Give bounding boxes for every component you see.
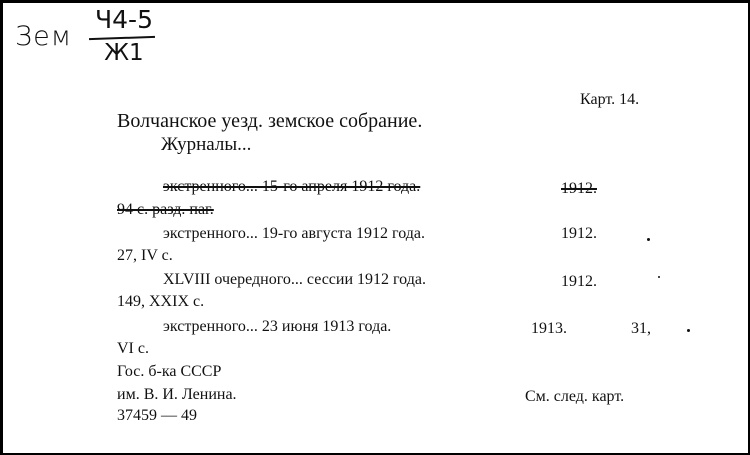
entry-3-description: XLVIII очередного... сессии 1912 года. [163,271,426,288]
entry-4-pages: VI с. [117,340,149,357]
entry-2-description: экстренного... 19-го августа 1912 года. [163,225,425,242]
shelf-mark-numerator: Ч4-5 [95,5,153,34]
entry-2-pages: 27, IV с. [117,247,173,264]
entry-1-description: экстренного... 15-го апреля 1912 года. [163,178,421,195]
entry-4-year: 1913. [531,320,567,337]
entry-4-extra: 31, [631,320,651,337]
heading-title: Волчанское уезд. земское собрание. [117,110,423,132]
ink-speck [647,238,650,241]
library-line-2: им. В. И. Ленина. [117,386,237,403]
entry-4-description: экстренного... 23 июня 1913 года. [163,318,392,335]
entry-1-year: 1912. [561,180,597,197]
handwritten-prefix: Зем [15,21,73,52]
entry-3-year: 1912. [561,273,597,290]
ink-speck [658,276,660,278]
entry-1-pages: 94 с. разд. паг. [117,201,214,218]
shelf-mark-denominator: Ж1 [104,40,144,66]
library-line-1: Гос. б-ка СССР [117,363,222,380]
ink-speck [687,329,690,332]
entry-2-year: 1912. [561,225,597,242]
handwritten-shelf-mark [89,5,159,67]
see-next-card: См. след. карт. [525,388,625,405]
entry-3-pages: 149, XXIX с. [117,293,205,310]
library-code: 37459 — 49 [117,407,197,424]
card-number: Карт. 14. [580,91,640,108]
heading-subtitle: Журналы... [161,134,252,155]
